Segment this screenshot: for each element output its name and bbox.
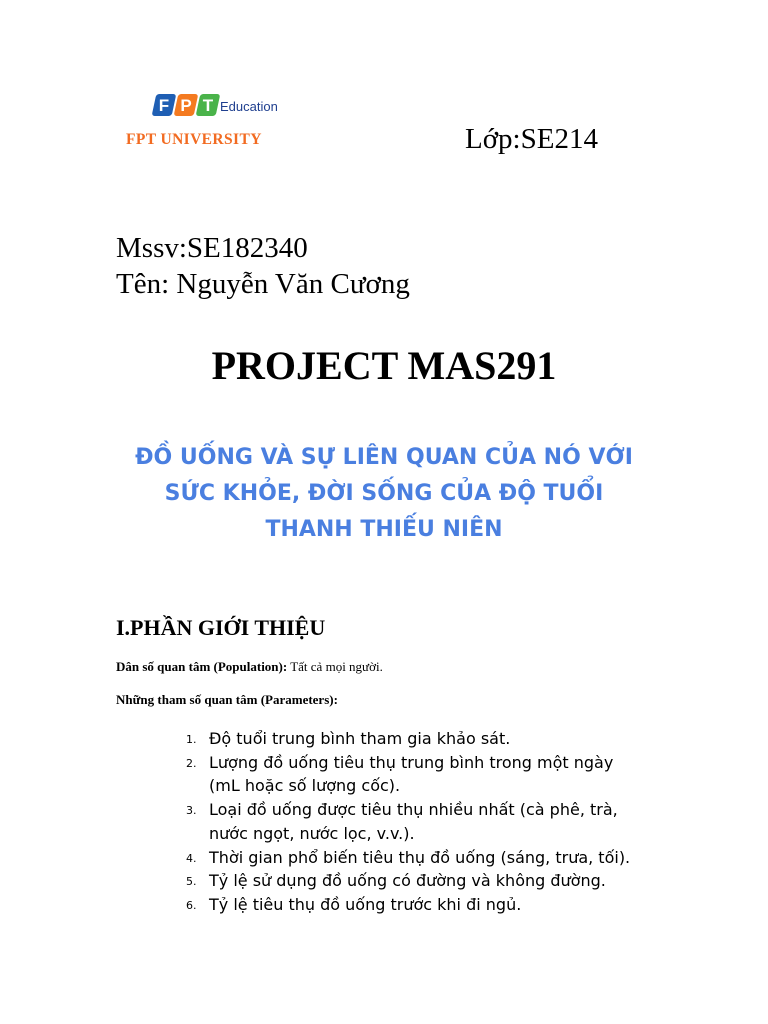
- fpt-education-logo: [116, 86, 312, 154]
- list-item: [186, 727, 666, 751]
- list-item-number: 6.: [186, 898, 197, 912]
- list-item: [186, 798, 666, 845]
- list-item: [186, 751, 666, 798]
- parameters-list: [186, 727, 666, 917]
- parameters-label: Những tham số quan tâm (Parameters):: [116, 692, 338, 707]
- list-item-text: Tỷ lệ sử dụng đồ uống có đường và không đường.: [209, 871, 606, 891]
- list-item-number: 3.: [186, 804, 197, 818]
- subtitle-line: THANH THIẾU NIÊN: [265, 517, 503, 542]
- list-item-text: Tỷ lệ tiêu thụ đồ uống trước khi đi ngủ.: [209, 894, 522, 914]
- class-label: Lớp:SE214: [465, 123, 598, 155]
- population-line: [116, 658, 383, 676]
- list-item-text: Lượng đồ uống tiêu thụ trung bình trong một ngày: [209, 752, 614, 772]
- logo-university-text: FPT UNIVERSITY: [126, 131, 262, 148]
- list-item: [186, 869, 666, 893]
- list-item-text: Độ tuổi trung bình tham gia khảo sát.: [209, 729, 511, 748]
- student-id: Mssv:SE182340: [116, 232, 308, 264]
- list-item-text: nước ngọt, nước lọc, v.v.).: [209, 823, 415, 843]
- logo-letter-p: P: [180, 96, 192, 115]
- subtitle-line: SỨC KHỎE, ĐỜI SỐNG CỦA ĐỘ TUỔI: [164, 481, 604, 506]
- list-item-text: Loại đồ uống được tiêu thụ nhiều nhất (cà phê, trà,: [209, 800, 618, 820]
- project-title: PROJECT MAS291: [211, 343, 557, 388]
- fpt-logo-graphic: [116, 86, 312, 154]
- list-item-number: 4.: [186, 851, 197, 865]
- population-value: Tất cả mọi người.: [287, 659, 383, 674]
- list-item-number: 2.: [186, 756, 197, 770]
- population-label: Dân số quan tâm (Population):: [116, 659, 288, 674]
- list-item-text: Thời gian phổ biến tiêu thụ đồ uống (sáng, trưa, tối).: [209, 847, 631, 867]
- student-name: Tên: Nguyễn Văn Cương: [116, 268, 410, 300]
- logo-letter-f: F: [158, 96, 170, 115]
- logo-education-text: Education: [220, 99, 278, 114]
- list-item-number: 5.: [186, 875, 197, 889]
- logo-letter-t: T: [202, 96, 214, 115]
- section-heading: I.PHẦN GIỚI THIỆU: [116, 615, 326, 640]
- list-item-text: (mL hoặc số lượng cốc).: [209, 776, 401, 796]
- student-info: [116, 230, 410, 302]
- list-item: [186, 893, 666, 917]
- project-subtitle: [110, 440, 658, 548]
- list-item: [186, 846, 666, 870]
- list-item-number: 1.: [186, 733, 197, 746]
- subtitle-line: ĐỒ UỐNG VÀ SỰ LIÊN QUAN CỦA NÓ VỚI: [135, 445, 633, 470]
